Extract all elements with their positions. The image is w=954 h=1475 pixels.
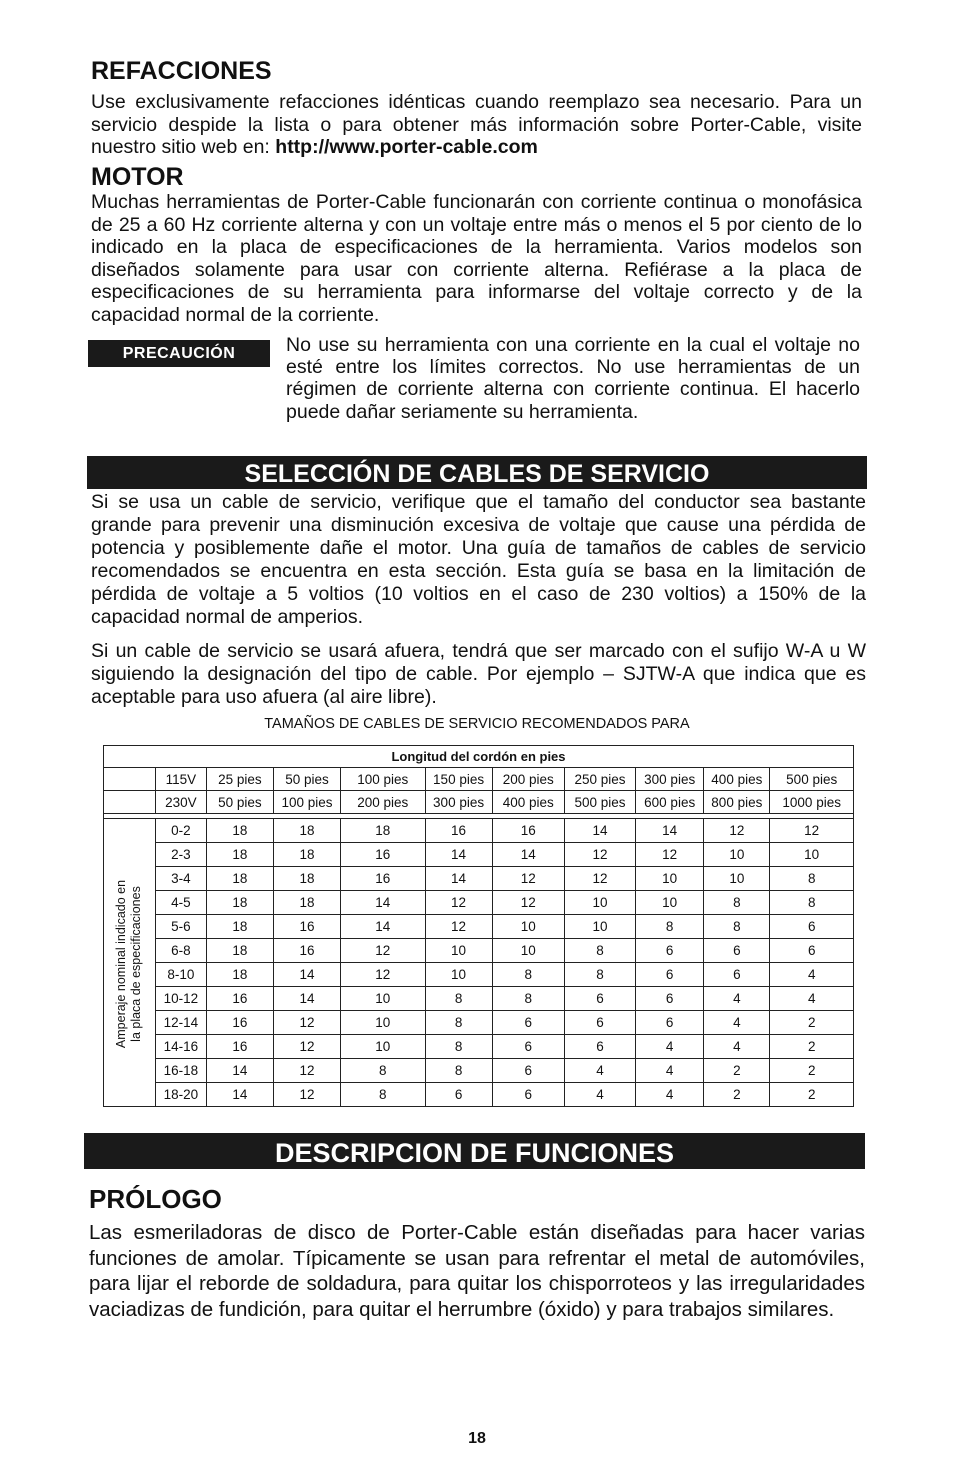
- gauge-cell: 6: [492, 1035, 564, 1059]
- length-header: Longitud del cordón en pies: [104, 746, 854, 768]
- gauge-cell: 8: [564, 939, 635, 963]
- gauge-cell: 2: [704, 1059, 770, 1083]
- cables-section-heading: SELECCIÓN DE CABLES DE SERVICIO: [87, 456, 867, 489]
- motor-text: Muchas herramientas de Porter-Cable funcionarán con corriente continua o monofásica de 25 a 60 Hz corriente alterna y con un voltaje entre más o menos el 5 por ciento de lo indicado en la placa de especificaciones de la herramienta. Varios modelos son diseñados solamente para usar con corriente alterna. Refiérase a la placa de especificaciones de su herramienta para informarse del voltaje correcto y de la capacidad normal de la corriente.: [91, 191, 862, 326]
- gauge-cell: 6: [425, 1083, 492, 1107]
- length-cell: 500 pies: [770, 768, 854, 791]
- gauge-cell: 10: [564, 915, 635, 939]
- gauge-cell: 16: [206, 987, 273, 1011]
- gauge-cell: 8: [425, 1011, 492, 1035]
- gauge-cell: 8: [704, 915, 770, 939]
- caution-badge: PRECAUCIÓN: [88, 340, 270, 367]
- amperage-cell: 3-4: [155, 867, 206, 891]
- length-cell: 250 pies: [564, 768, 635, 791]
- gauge-cell: 18: [206, 963, 273, 987]
- gauge-cell: 8: [492, 987, 564, 1011]
- gauge-cell: 14: [341, 915, 425, 939]
- gauge-cell: 10: [704, 867, 770, 891]
- gauge-cell: 10: [704, 843, 770, 867]
- gauge-cell: 12: [425, 915, 492, 939]
- gauge-cell: 12: [341, 963, 425, 987]
- gauge-cell: 16: [492, 819, 564, 843]
- gauge-cell: 10: [341, 1011, 425, 1035]
- table-row: [104, 1035, 854, 1059]
- length-cell: 800 pies: [704, 791, 770, 814]
- table-row: [104, 867, 854, 891]
- length-cell: 50 pies: [273, 768, 340, 791]
- website-link[interactable]: http://www.porter-cable.com: [275, 136, 538, 159]
- blank-cell: [104, 768, 156, 791]
- gauge-cell: 4: [636, 1083, 704, 1107]
- gauge-cell: 4: [704, 987, 770, 1011]
- gauge-cell: 6: [492, 1011, 564, 1035]
- length-cell: 200 pies: [492, 768, 564, 791]
- gauge-cell: 6: [636, 939, 704, 963]
- gauge-cell: 2: [704, 1083, 770, 1107]
- motor-heading: MOTOR: [91, 163, 184, 191]
- gauge-cell: 10: [564, 891, 635, 915]
- gauge-cell: 12: [425, 891, 492, 915]
- gauge-cell: 12: [273, 1011, 340, 1035]
- gauge-cell: 18: [206, 867, 273, 891]
- table-row: [104, 1011, 854, 1035]
- gauge-cell: 14: [206, 1059, 273, 1083]
- gauge-cell: 6: [636, 963, 704, 987]
- voltage-row-115: [104, 768, 854, 791]
- table-row: [104, 987, 854, 1011]
- cables-paragraph-2: Si un cable de servicio se usará afuera, tendrá que ser marcado con el sufijo W-A u W siguiendo la designación del tipo de cable. Por ejemplo – SJTW-A que indica que es aceptable para uso afuera (al aire libre).: [91, 640, 866, 708]
- gauge-cell: 8: [425, 987, 492, 1011]
- cables-paragraph-1: Si se usa un cable de servicio, verifique que el tamaño del conductor sea bastante grande para prevenir una disminución excesiva de voltaje que cause una pérdida de potencia y posiblemente dañe el motor. Una guía de tamaños de cables de servicio recomendados se encuentra en esta sección. Esta guía se basa en la limitación de pérdida de voltaje a 5 voltios (10 voltios en el caso de 230 voltios) a 150% de la capacidad normal de amperios.: [91, 491, 866, 628]
- length-cell: 100 pies: [273, 791, 340, 814]
- amperage-side-label: [104, 820, 154, 1108]
- amperage-cell: 12-14: [155, 1011, 206, 1035]
- gauge-cell: 16: [273, 915, 340, 939]
- page-number: 18: [468, 1430, 486, 1447]
- gauge-cell: 14: [425, 867, 492, 891]
- length-cell: 300 pies: [425, 791, 492, 814]
- amperage-cell: 8-10: [155, 963, 206, 987]
- gauge-cell: 8: [425, 1035, 492, 1059]
- gauge-cell: 8: [564, 963, 635, 987]
- gauge-cell: 10: [492, 939, 564, 963]
- gauge-cell: 8: [636, 915, 704, 939]
- voltage-cell: 115V: [155, 768, 206, 791]
- table-row: [104, 915, 854, 939]
- gauge-cell: 4: [636, 1035, 704, 1059]
- gauge-cell: 12: [636, 843, 704, 867]
- gauge-cell: 14: [564, 819, 635, 843]
- side-label-line-2: la placa de especificaciones: [129, 886, 143, 1042]
- gauge-cell: 18: [206, 891, 273, 915]
- gauge-cell: 18: [273, 843, 340, 867]
- caution-text: No use su herramienta con una corriente en la cual el voltaje no esté entre los límites correctos. No use herramientas de un régimen de corriente alterna con corriente continua. El hacerlo puede dañar seriamente su herramienta.: [286, 334, 860, 423]
- amperage-cell: 10-12: [155, 987, 206, 1011]
- table-row: [104, 963, 854, 987]
- gauge-cell: 2: [770, 1083, 854, 1107]
- gauge-cell: 14: [341, 891, 425, 915]
- length-cell: 50 pies: [206, 791, 273, 814]
- length-cell: 100 pies: [341, 768, 425, 791]
- gauge-cell: 12: [492, 891, 564, 915]
- gauge-cell: 18: [206, 915, 273, 939]
- funciones-section-heading: DESCRIPCION DE FUNCIONES: [84, 1133, 865, 1169]
- table-row: [104, 1059, 854, 1083]
- cable-size-table: [103, 745, 854, 1107]
- table-row: [104, 939, 854, 963]
- side-label-line-1: Amperaje nominal indicado en: [114, 879, 128, 1049]
- amperage-cell: 2-3: [155, 843, 206, 867]
- gauge-cell: 10: [425, 963, 492, 987]
- gauge-cell: 6: [564, 1035, 635, 1059]
- gauge-cell: 10: [636, 867, 704, 891]
- prologo-heading: PRÓLOGO: [89, 1184, 222, 1214]
- gauge-cell: 8: [341, 1083, 425, 1107]
- gauge-cell: 12: [273, 1059, 340, 1083]
- gauge-cell: 14: [273, 963, 340, 987]
- amperage-cell: 6-8: [155, 939, 206, 963]
- gauge-cell: 6: [564, 987, 635, 1011]
- gauge-cell: 6: [492, 1059, 564, 1083]
- gauge-cell: 12: [770, 819, 854, 843]
- gauge-cell: 6: [636, 1011, 704, 1035]
- length-cell: 600 pies: [636, 791, 704, 814]
- refacciones-body: Use exclusivamente refacciones idénticas cuando reemplazo sea necesario. Para un servicio despide la lista o para obtener más información sobre Porter-Cable, visite nuestro sitio web en:: [91, 91, 862, 159]
- gauge-cell: 6: [770, 915, 854, 939]
- gauge-cell: 12: [704, 819, 770, 843]
- voltage-row-230: [104, 791, 854, 814]
- amperage-cell: 16-18: [155, 1059, 206, 1083]
- gauge-cell: 8: [770, 891, 854, 915]
- gauge-cell: 6: [564, 1011, 635, 1035]
- gauge-cell: 10: [425, 939, 492, 963]
- voltage-cell: 230V: [155, 791, 206, 814]
- gauge-cell: 8: [492, 963, 564, 987]
- gauge-cell: 18: [206, 843, 273, 867]
- gauge-cell: 18: [273, 891, 340, 915]
- gauge-cell: 16: [206, 1035, 273, 1059]
- gauge-cell: 6: [636, 987, 704, 1011]
- gauge-cell: 6: [704, 963, 770, 987]
- length-cell: 150 pies: [425, 768, 492, 791]
- gauge-cell: 4: [564, 1059, 635, 1083]
- gauge-cell: 16: [425, 819, 492, 843]
- gauge-cell: 8: [341, 1059, 425, 1083]
- gauge-cell: 6: [770, 939, 854, 963]
- table-row: [104, 1083, 854, 1107]
- length-cell: 25 pies: [206, 768, 273, 791]
- gauge-cell: 14: [492, 843, 564, 867]
- gauge-cell: 12: [564, 843, 635, 867]
- prologo-text: Las esmeriladoras de disco de Porter-Cable están diseñadas para hacer varias funciones de amolar. Típicamente se usan para refrentar el metal de automóviles, para lijar el reborde de soldadura, para quitar los chisporroteos y las irregularidades vaciadizas de fundición, para quitar el herrumbre (óxido) y para trabajos similares.: [89, 1221, 865, 1321]
- gauge-cell: 4: [770, 987, 854, 1011]
- gauge-cell: 4: [770, 963, 854, 987]
- gauge-cell: 14: [273, 987, 340, 1011]
- amperage-cell: 5-6: [155, 915, 206, 939]
- gauge-cell: 4: [564, 1083, 635, 1107]
- gauge-cell: 18: [206, 939, 273, 963]
- length-cell: 400 pies: [704, 768, 770, 791]
- table-row: [104, 819, 854, 843]
- gauge-cell: 6: [704, 939, 770, 963]
- amperage-cell: 4-5: [155, 891, 206, 915]
- gauge-cell: 10: [636, 891, 704, 915]
- table-caption: TAMAÑOS DE CABLES DE SERVICIO RECOMENDADOS PARA: [264, 716, 690, 732]
- gauge-cell: 8: [704, 891, 770, 915]
- length-cell: 300 pies: [636, 768, 704, 791]
- gauge-cell: 4: [704, 1011, 770, 1035]
- gauge-cell: 10: [492, 915, 564, 939]
- refacciones-text: [91, 91, 862, 159]
- gauge-cell: 16: [341, 843, 425, 867]
- gauge-cell: 14: [206, 1083, 273, 1107]
- length-cell: 200 pies: [341, 791, 425, 814]
- gauge-cell: 18: [273, 819, 340, 843]
- amperage-cell: 18-20: [155, 1083, 206, 1107]
- gauge-cell: 2: [770, 1035, 854, 1059]
- gauge-cell: 16: [341, 867, 425, 891]
- table-row: [104, 891, 854, 915]
- gauge-cell: 10: [770, 843, 854, 867]
- refacciones-heading: REFACCIONES: [91, 57, 272, 85]
- gauge-cell: 16: [206, 1011, 273, 1035]
- gauge-cell: 4: [704, 1035, 770, 1059]
- table-row: [104, 843, 854, 867]
- gauge-cell: 14: [425, 843, 492, 867]
- gauge-cell: 14: [636, 819, 704, 843]
- length-cell: 1000 pies: [770, 791, 854, 814]
- gauge-cell: 16: [273, 939, 340, 963]
- length-cell: 400 pies: [492, 791, 564, 814]
- gauge-cell: 12: [341, 939, 425, 963]
- gauge-cell: 8: [425, 1059, 492, 1083]
- gauge-cell: 12: [492, 867, 564, 891]
- length-cell: 500 pies: [564, 791, 635, 814]
- gauge-cell: 18: [206, 819, 273, 843]
- amperage-cell: 14-16: [155, 1035, 206, 1059]
- gauge-cell: 18: [341, 819, 425, 843]
- gauge-cell: 2: [770, 1059, 854, 1083]
- gauge-cell: 8: [770, 867, 854, 891]
- gauge-cell: 18: [273, 867, 340, 891]
- gauge-cell: 12: [273, 1035, 340, 1059]
- gauge-cell: 10: [341, 987, 425, 1011]
- gauge-cell: 10: [341, 1035, 425, 1059]
- gauge-cell: 12: [564, 867, 635, 891]
- gauge-cell: 6: [492, 1083, 564, 1107]
- gauge-cell: 2: [770, 1011, 854, 1035]
- gauge-cell: 12: [273, 1083, 340, 1107]
- amperage-cell: 0-2: [155, 819, 206, 843]
- blank-cell: [104, 791, 156, 814]
- gauge-cell: 4: [636, 1059, 704, 1083]
